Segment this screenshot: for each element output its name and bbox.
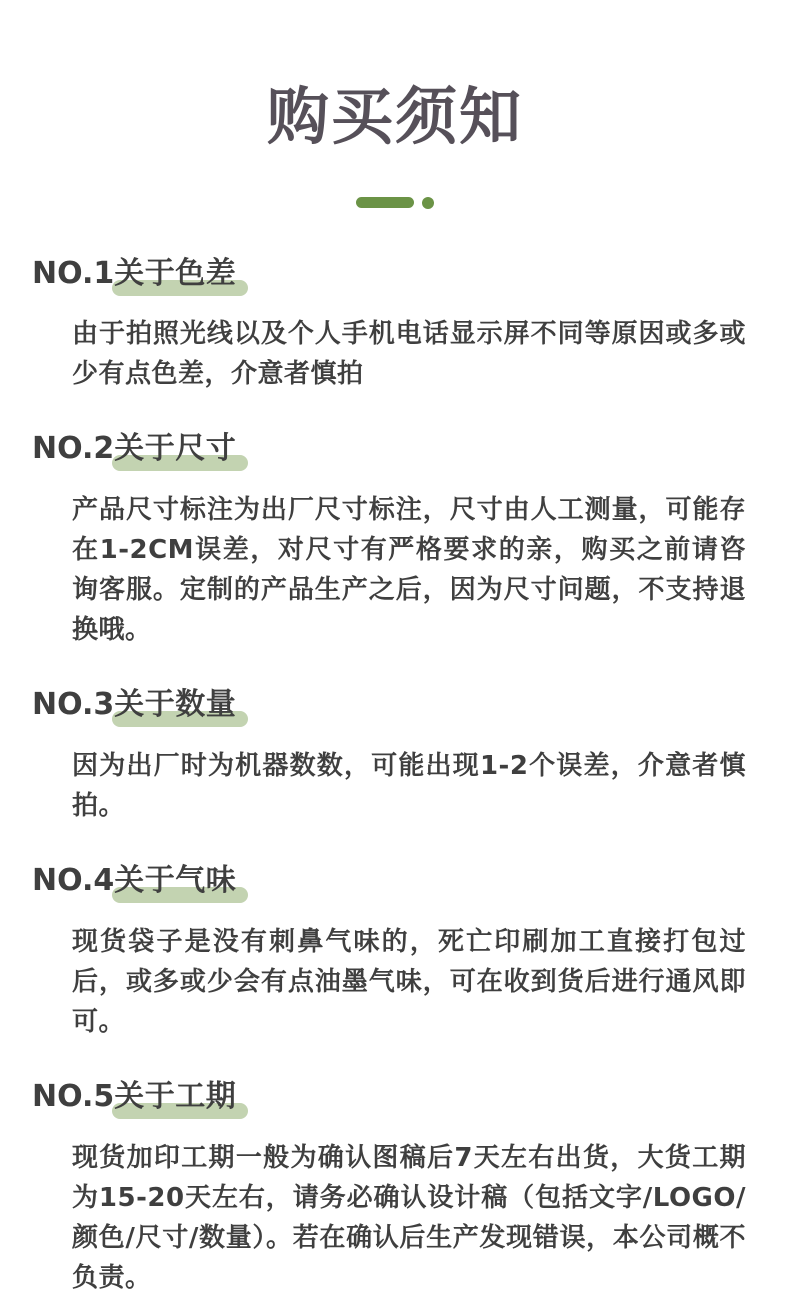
section-heading [32,1080,746,1113]
notice-sections [0,257,790,1298]
section-heading [32,432,746,465]
section-topic: 关于色差 [114,255,237,291]
section-number: NO.1 [32,255,115,291]
section-number: NO.3 [32,687,115,723]
notice-section-smell [32,864,746,1042]
section-heading [32,864,746,897]
page-title: 购买须知 [266,79,523,153]
title-divider [0,197,790,209]
divider-line [356,197,414,208]
section-heading [32,688,746,721]
notice-section-color-difference [32,257,746,395]
section-body: 现货加印工期一般为确认图稿后7天左右出货，大货工期为15-20天左右，请务必确认设计稿（包括文字/LOGO/颜色/尺寸/数量）。若在确认后生产发现错误，本公司概不负责。 [72,1143,746,1294]
section-body: 现货袋子是没有刺鼻气味的，死亡印刷加工直接打包过后，或多或少会有点油墨气味，可在收到货后进行通风即可。 [72,927,746,1038]
section-topic: 关于尺寸 [114,431,237,467]
notice-section-lead-time [32,1080,746,1298]
notice-section-size [32,432,746,650]
section-body: 因为出厂时为机器数数，可能出现1-2个误差，介意者慎拍。 [72,751,746,822]
section-body: 由于拍照光线以及个人手机电话显示屏不同等原因或多或少有点色差，介意者慎拍 [72,319,746,390]
section-body: 产品尺寸标注为出厂尺寸标注，尺寸由人工测量，可能存在1-2CM误差，对尺寸有严格要求的亲，购买之前请咨询客服。定制的产品生产之后，因为尺寸问题，不支持退换哦。 [72,495,746,646]
section-number: NO.2 [32,431,115,467]
section-number: NO.4 [32,863,115,899]
divider-dot [422,197,434,209]
section-topic: 关于数量 [114,687,237,723]
section-number: NO.5 [32,1079,115,1115]
section-heading [32,257,746,290]
section-topic: 关于气味 [114,863,237,899]
notice-section-quantity [32,688,746,826]
section-topic: 关于工期 [114,1079,237,1115]
